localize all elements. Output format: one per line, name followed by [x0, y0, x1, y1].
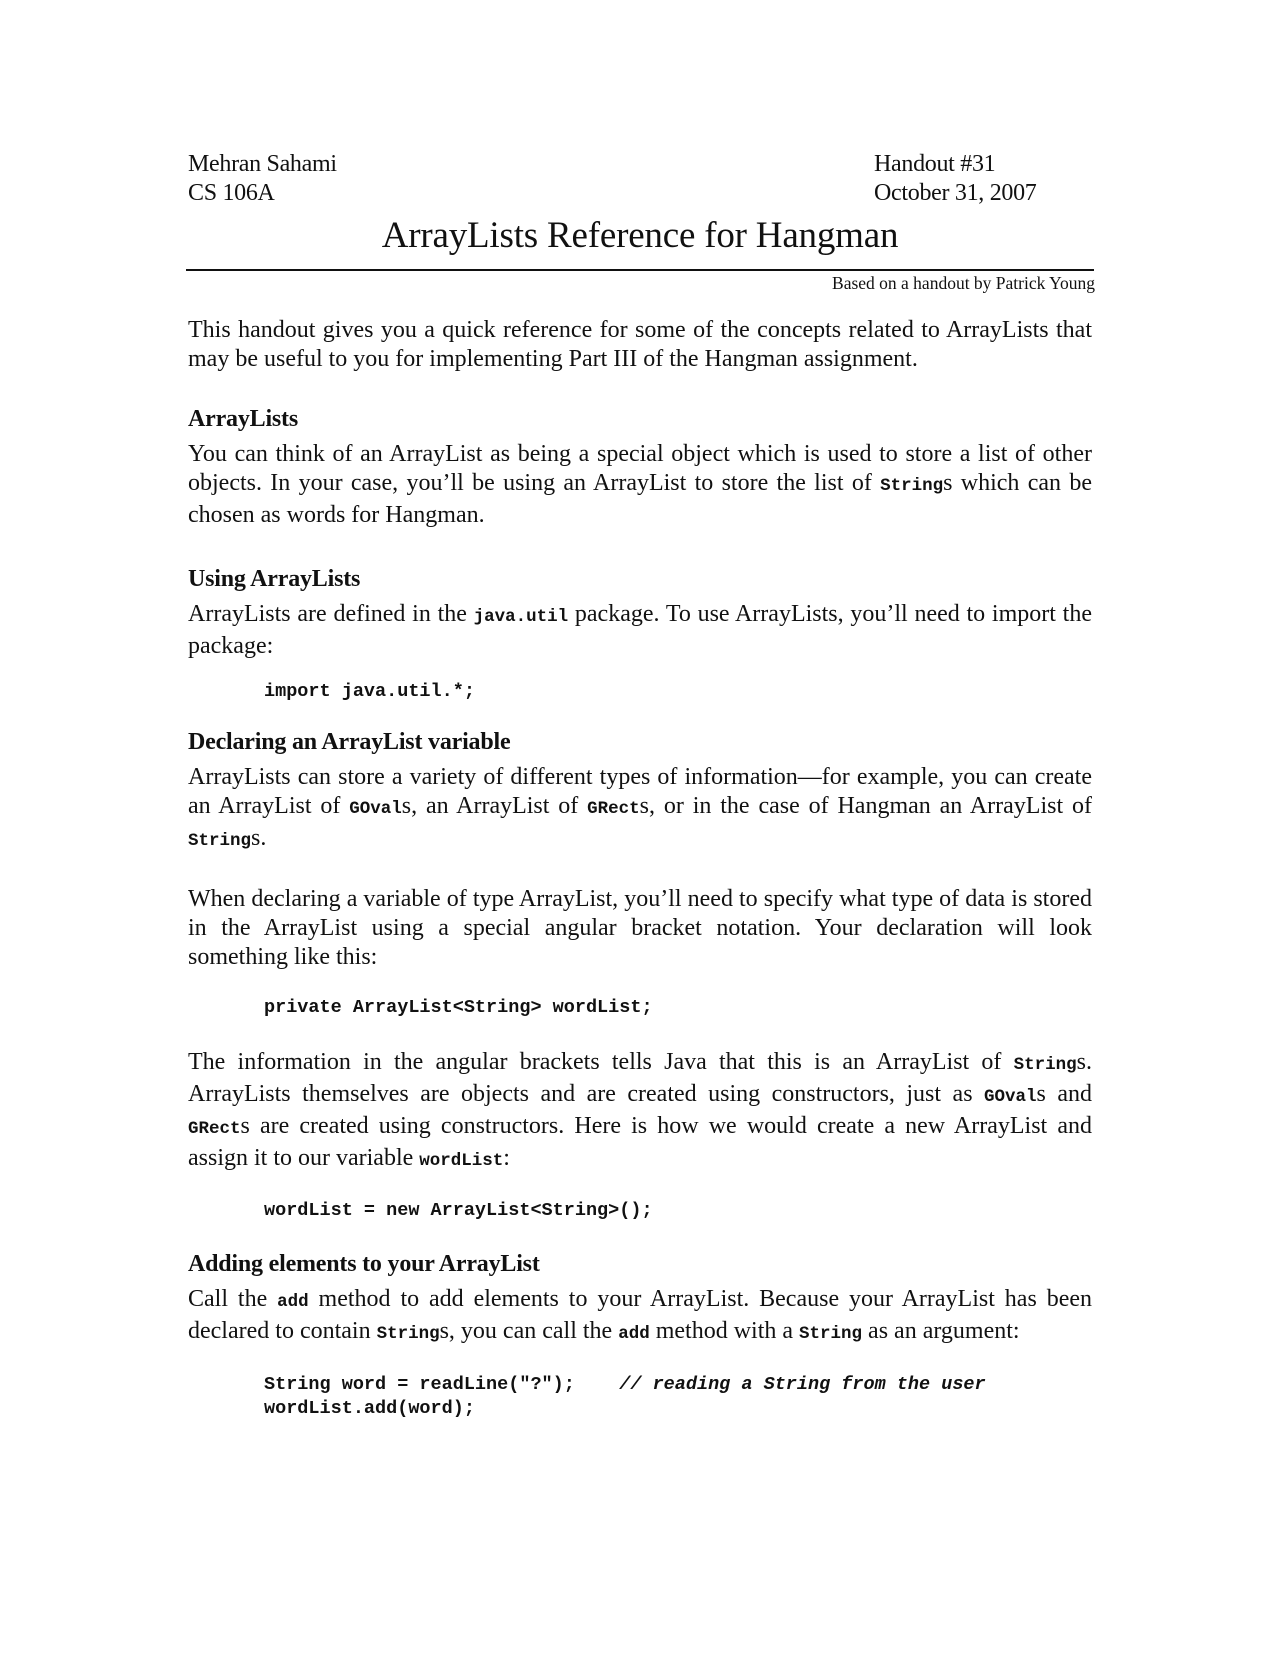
- code-comment: // reading a String from the user: [619, 1374, 986, 1395]
- section-heading-declaring: Declaring an ArrayList variable: [188, 729, 511, 755]
- header-row-1: [188, 150, 1092, 179]
- intro-paragraph: This handout gives you a quick reference for some of the concepts related to ArrayLists that may be useful to you for implementing Part III of the Hangman assignment.: [188, 317, 1092, 372]
- declaring-paragraph-3: The information in the angular brackets tells Java that this is an ArrayList of Strings. ArrayLists themselves are objects and are created using constructors, just as GOvals and GRects are created using constructors. Here is how we would create a new ArrayList and assign it to our variable wordList:: [188, 1049, 1092, 1171]
- course-code: CS 106A: [188, 180, 275, 206]
- code-import: import java.util.*;: [264, 681, 475, 702]
- author-name: Mehran Sahami: [188, 151, 337, 177]
- code-add-line-1: String word = readLine("?"); // reading a String from the user: [264, 1374, 986, 1395]
- adding-paragraph: Call the add method to add elements to your ArrayList. Because your ArrayList has been declared to contain Strings, you can call the add method with a String as an argument:: [188, 1286, 1092, 1344]
- page-title: ArrayLists Reference for Hangman: [381, 215, 899, 256]
- header-row-2: [188, 179, 1092, 208]
- section-heading-adding: Adding elements to your ArrayList: [188, 1251, 540, 1277]
- credit-line: Based on a handout by Patrick Young: [832, 273, 1095, 293]
- code-declaration: private ArrayList<String> wordList;: [264, 997, 653, 1018]
- arraylists-paragraph: You can think of an ArrayList as being a special object which is used to store a list of other objects. In your case, you’ll be using an ArrayList to store the list of Strings which can be chosen as words for Hangman.: [188, 441, 1093, 528]
- title-rule: [186, 269, 1094, 271]
- using-paragraph: ArrayLists are defined in the java.util package. To use ArrayLists, you’ll need to import the package:: [188, 601, 1092, 659]
- declaring-paragraph-2: When declaring a variable of type ArrayList, you’ll need to specify what type of data is stored in the ArrayList using a special angular bracket notation. Your declaration will look something like this:: [188, 886, 1092, 970]
- section-heading-using: Using ArrayLists: [188, 566, 361, 592]
- code-constructor: wordList = new ArrayList<String>();: [264, 1200, 653, 1221]
- section-heading-arraylists: ArrayLists: [188, 406, 298, 432]
- code-add-line-2: wordList.add(word);: [264, 1398, 475, 1419]
- handout-number: Handout #31: [874, 151, 996, 177]
- declaring-paragraph-1: ArrayLists can store a variety of different types of information—for example, you can create an ArrayList of GOvals, an ArrayList of GRects, or in the case of Hangman an ArrayList of Strings.: [188, 764, 1092, 851]
- handout-page: [188, 150, 1095, 1421]
- handout-date: October 31, 2007: [874, 180, 1037, 206]
